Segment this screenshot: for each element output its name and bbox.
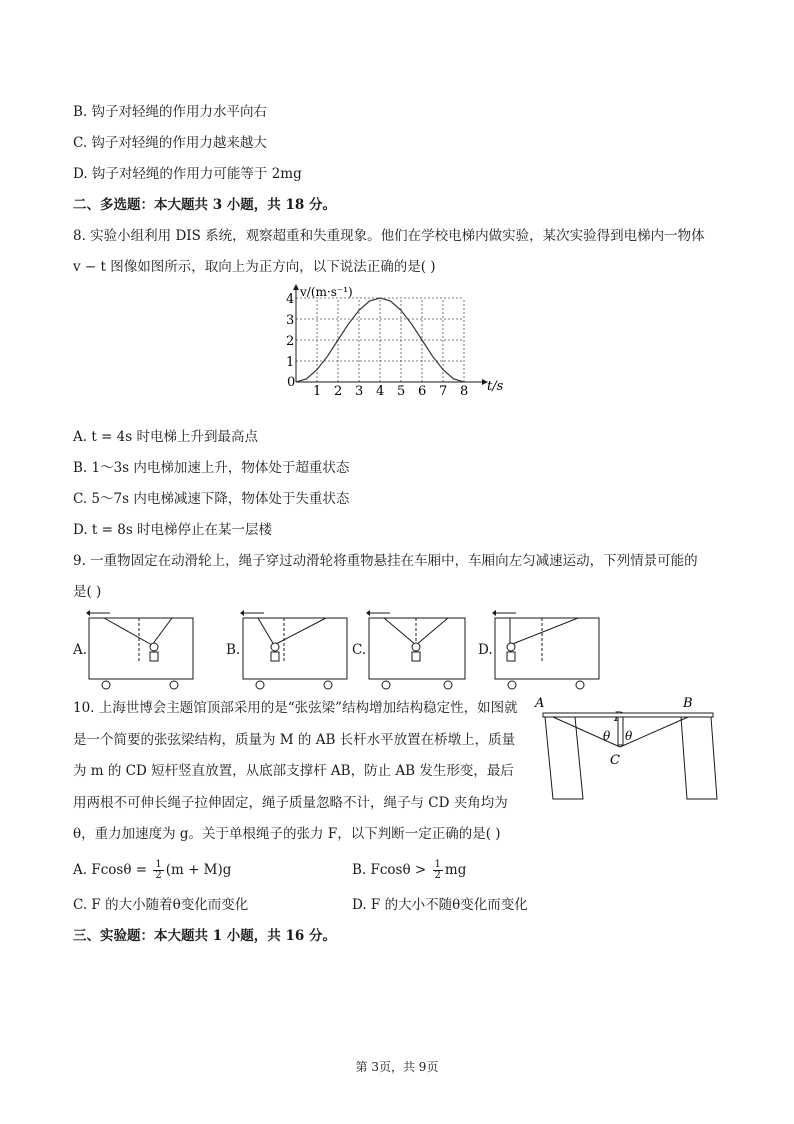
y-tick-label: 3	[286, 313, 295, 328]
x-tick-label: 3	[355, 384, 364, 399]
wheel-left	[382, 681, 390, 689]
weight	[412, 652, 420, 661]
rope-left	[258, 618, 274, 645]
q8-option-a: A. t = 4s 时电梯上升到最高点	[73, 429, 258, 445]
weight	[271, 652, 279, 661]
wheel-right	[324, 681, 332, 689]
q9-figure-d	[492, 605, 604, 693]
wheel-left	[102, 681, 110, 689]
q7-option-c: C. 钩子对轻绳的作用力越来越大	[73, 135, 267, 151]
label-b: B	[683, 696, 693, 711]
motion-arrowhead	[492, 610, 496, 616]
rope-right	[416, 618, 448, 645]
label-c: C	[610, 753, 620, 768]
theta-right: θ	[625, 729, 633, 743]
theta-left: θ	[603, 729, 611, 743]
x-tick-label: 4	[376, 384, 385, 399]
pulley	[412, 643, 420, 651]
x-tick-label: 2	[334, 384, 343, 399]
q8-stem-line2: v − t 图像如图所示，取向上为正方向，以下说法正确的是( )	[73, 259, 436, 275]
q10-stem: 10. 上海世博会主题馆顶部采用的是“张弦梁”结构增加结构稳定性，如图就是一个简要的张弦梁结构，质量为 M 的 AB 长杆水平放置在桥墩上，质量为 m 的 CD 短杆竖直放置，从底部支撑杆 AB，防止 AB 发生形变，最后用两根不可伸长绳子拉伸固定，绳子质量忽略不计，绳子与 CD 夹角均为θ，重力加速度为 g。关于单根绳子的张力 F，以下判断一定正确的是( )	[73, 700, 518, 842]
y-tick-label: 2	[286, 334, 295, 349]
wheel-right	[444, 681, 452, 689]
q7-option-d: D. 钩子对轻绳的作用力可能等于 2mg	[73, 166, 302, 182]
q8-stem-line1: 8. 实验小组利用 DIS 系统，观察超重和失重现象。他们在学校电梯内做实验，某次实验得到电梯内一物体	[73, 228, 705, 244]
q9-figure-a	[86, 605, 198, 693]
wheel-right	[170, 681, 178, 689]
section-heading-multiple-choice: 二、多选题：本大题共 3 小题，共 18 分。	[73, 197, 336, 213]
wheel-right	[576, 681, 584, 689]
q9-label-c: C.	[352, 642, 367, 658]
rope-right	[274, 618, 326, 645]
pier-right	[681, 717, 717, 799]
q10-option-c: C. F 的大小随着θ变化而变化	[73, 897, 249, 913]
pier-left	[545, 717, 583, 799]
rod-cd	[618, 717, 623, 745]
q10-option-b: B. Fcosθ > $\frac{1}{2}$ mg	[352, 859, 467, 881]
carriage	[89, 618, 193, 679]
q10-beam-figure	[523, 694, 723, 806]
q9-label-d: D.	[478, 642, 493, 658]
pulley	[507, 643, 515, 651]
section-heading-experiment: 三、实验题：本大题共 1 小题，共 16 分。	[73, 928, 336, 944]
q9-figure-b	[240, 605, 352, 693]
pulley	[150, 643, 158, 651]
q9-label-b: B.	[226, 642, 241, 658]
x-tick-label: 5	[397, 384, 406, 399]
chart-grid	[296, 298, 464, 382]
wheel-left	[256, 681, 264, 689]
x-tick-label: 1	[313, 384, 322, 399]
beam-ab	[543, 713, 713, 717]
chart-ticks	[286, 292, 468, 399]
q9-stem-line1: 9. 一重物固定在动滑轮上，绳子穿过动滑轮将重物悬挂在车厢中，车厢向左匀减速运动，下列情景可能的	[73, 553, 698, 569]
q8-option-d: D. t = 8s 时电梯停止在某一层楼	[73, 522, 273, 538]
y-tick-label: 4	[286, 292, 295, 307]
q8-option-c: C. 5～7s 内电梯减速下降，物体处于失重状态	[73, 491, 350, 507]
q7-option-b: B. 钩子对轻绳的作用力水平向右	[73, 104, 268, 120]
weight	[507, 652, 515, 661]
q9-figure-c	[366, 605, 478, 693]
x-axis-label: t/s	[487, 379, 504, 394]
q10-option-a: A. Fcosθ = $\frac{1}{2}$ (m + M)g	[73, 859, 232, 881]
origin-label: 0	[287, 375, 296, 390]
motion-arrowhead	[366, 610, 370, 616]
x-tick-label: 8	[460, 384, 469, 399]
motion-arrowhead	[240, 610, 244, 616]
label-a: A	[535, 696, 545, 711]
x-tick-label: 6	[418, 384, 427, 399]
wheel-left	[508, 681, 516, 689]
q9-label-a: A.	[73, 642, 88, 658]
weight	[150, 652, 158, 661]
q8-option-b: B. 1～3s 内电梯加速上升，物体处于超重状态	[73, 460, 350, 476]
motion-arrowhead	[86, 610, 90, 616]
rope-right	[152, 618, 172, 645]
q9-stem-line2: 是( )	[73, 584, 102, 600]
y-axis-arrow	[293, 284, 299, 290]
rope-left	[384, 618, 416, 645]
y-tick-label: 1	[286, 355, 295, 370]
y-axis-label: v/(m·s⁻¹)	[300, 285, 353, 299]
x-tick-label: 7	[439, 384, 448, 399]
q8-vt-chart	[282, 282, 512, 400]
rope-right	[510, 618, 578, 645]
rope-left	[104, 618, 152, 645]
carriage	[243, 618, 347, 679]
pulley	[271, 643, 279, 651]
q10-option-d: D. F 的大小不随θ变化而变化	[352, 897, 528, 913]
page-footer: 第 3页，共 9页	[355, 1060, 439, 1074]
